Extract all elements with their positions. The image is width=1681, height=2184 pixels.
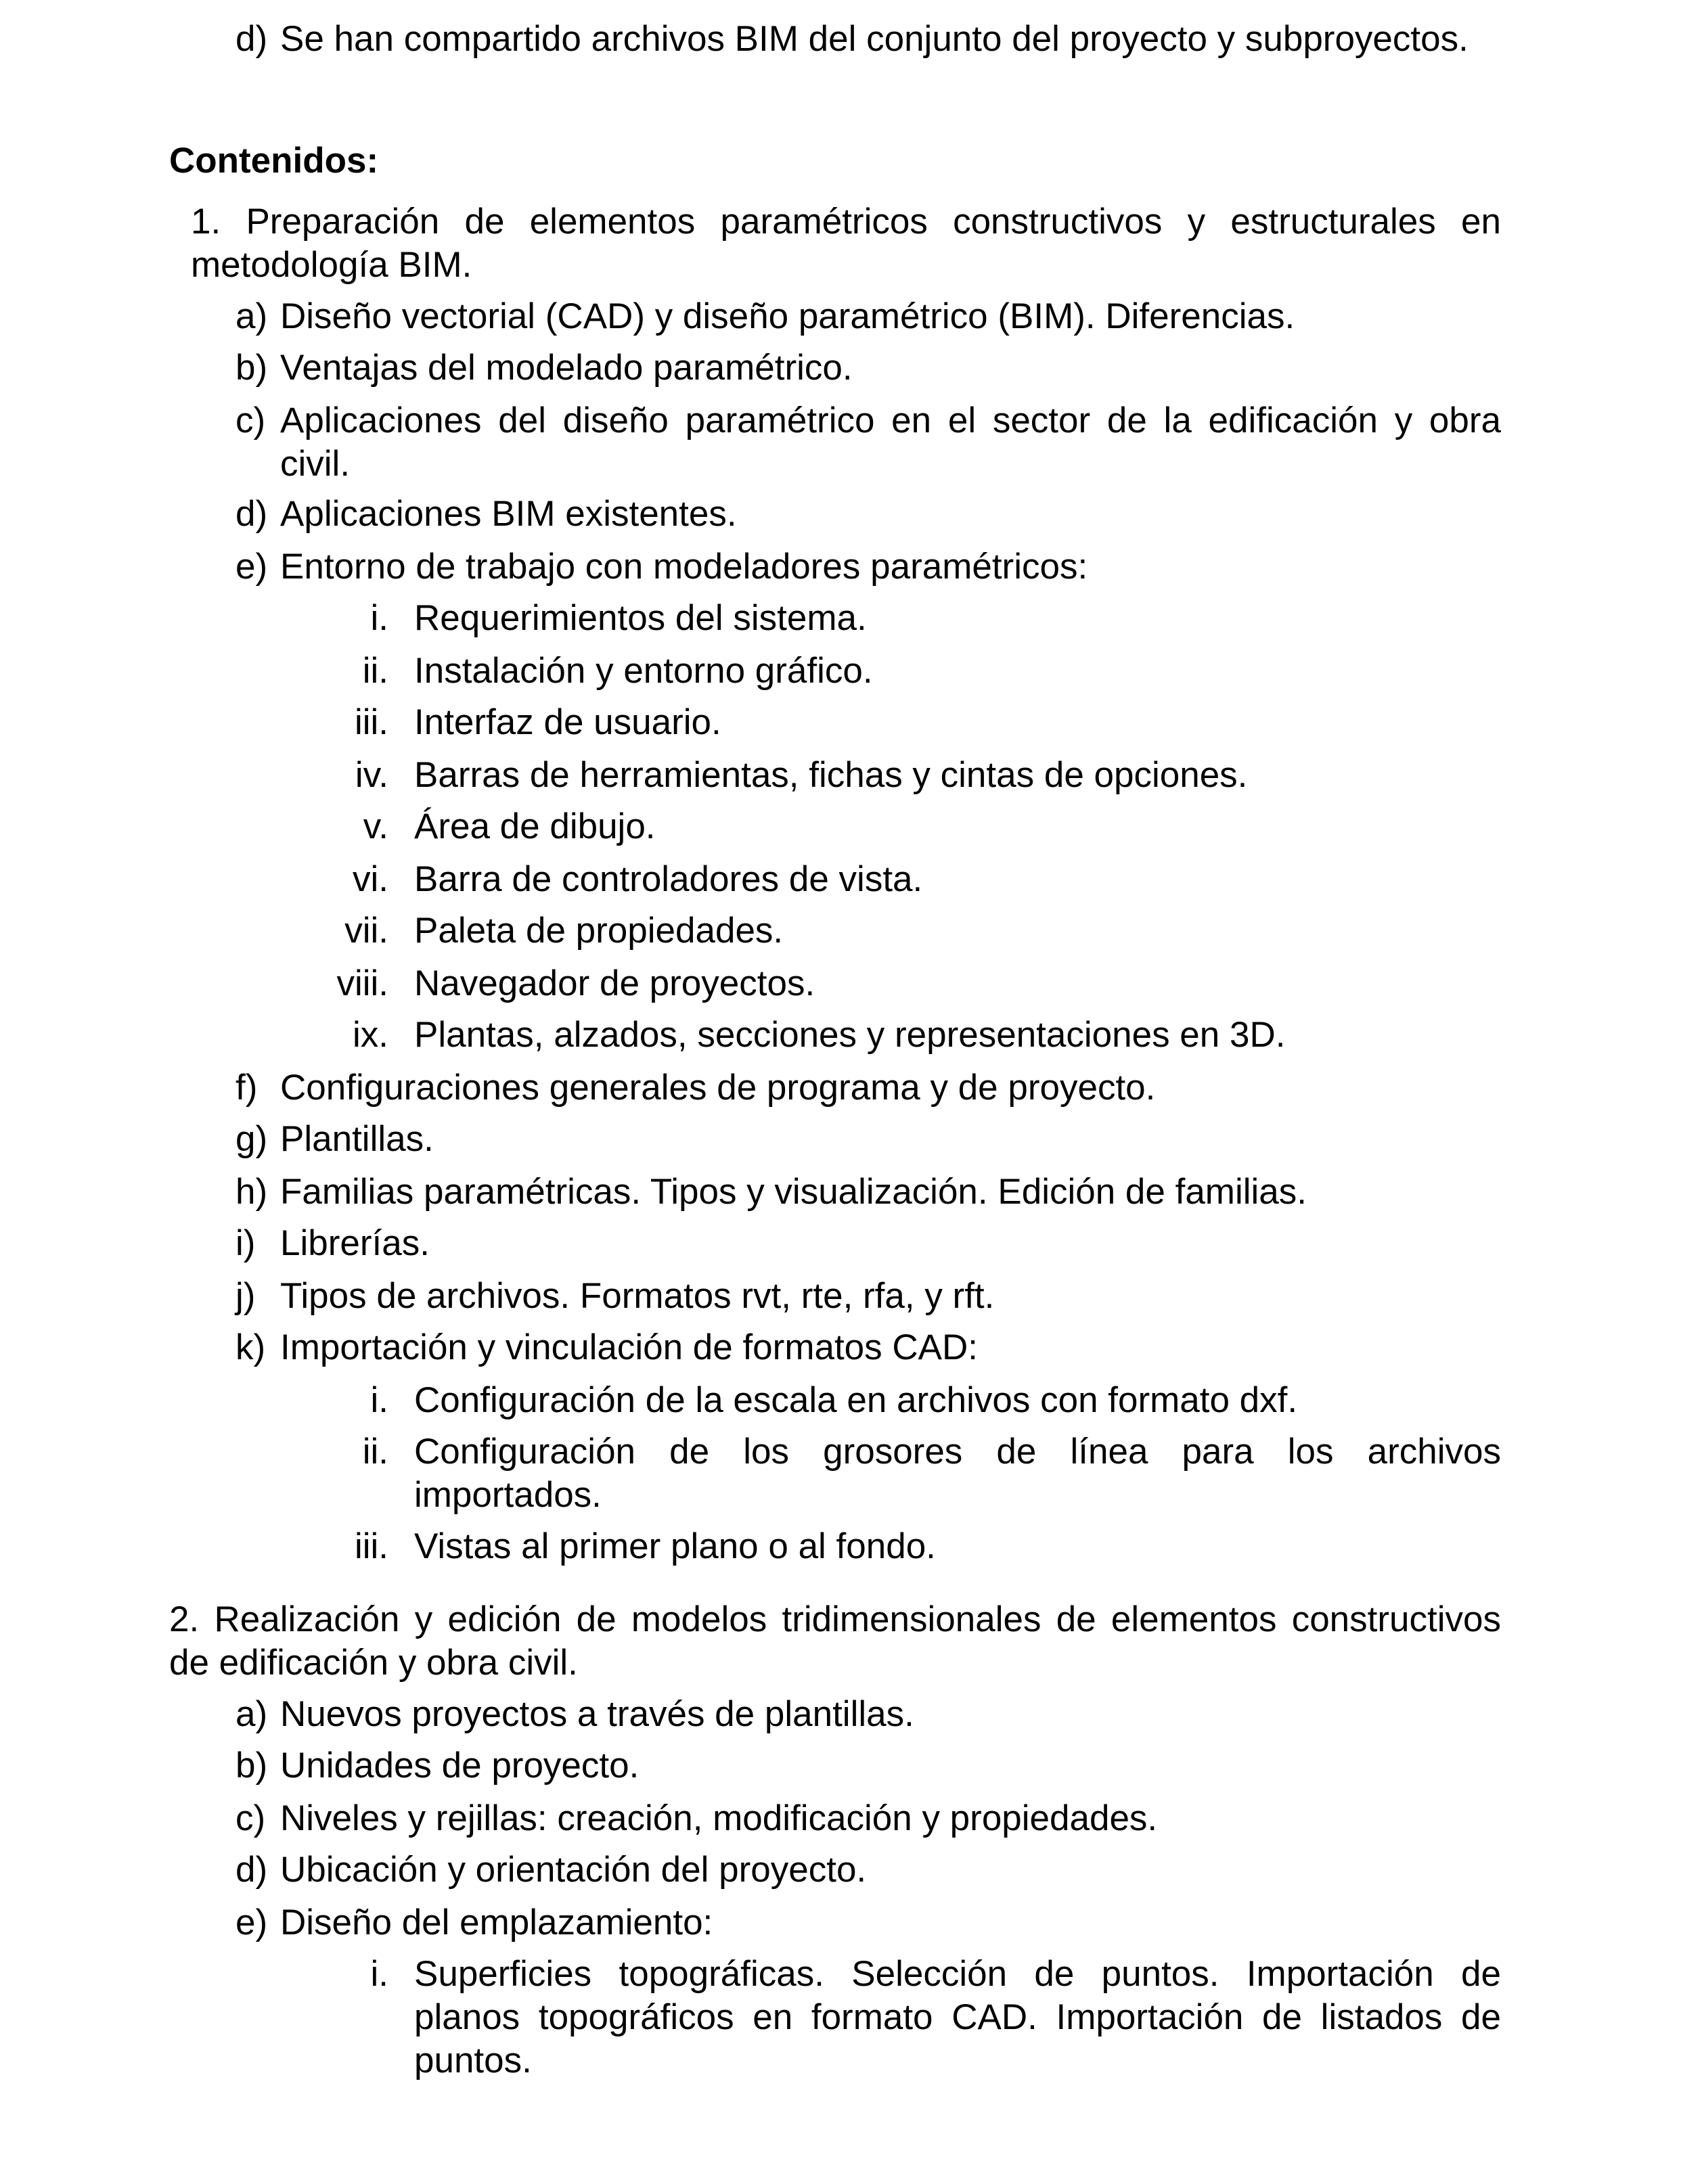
- list-text: Importación y vinculación de formatos CAD:: [280, 1327, 978, 1367]
- list-label: f): [236, 1068, 258, 1108]
- list-label: i.: [370, 598, 388, 638]
- list-label: ix.: [353, 1015, 388, 1055]
- list-label: c): [236, 1798, 266, 1838]
- list-text: Superficies topográficas. Selección de puntos. Importación de planos topográficos en formato CAD. Importación de listados de puntos.: [414, 1954, 1501, 2080]
- list-text: Navegador de proyectos.: [414, 963, 815, 1003]
- section-1-title: 1. Preparación de elementos paramétricos constructivos y estructurales en metodología BIM.: [191, 202, 1501, 285]
- list-text: Entorno de trabajo con modeladores paramétricos:: [280, 547, 1088, 587]
- list-label: i.: [370, 1380, 388, 1420]
- list-text: Aplicaciones del diseño paramétrico en el sector de la edificación y obra civil.: [280, 401, 1501, 484]
- list-label: vi.: [353, 859, 388, 899]
- list-label: vii.: [344, 911, 388, 951]
- list-label: ii.: [362, 651, 388, 691]
- list-label: iii.: [354, 1526, 388, 1566]
- list-text: Plantas, alzados, secciones y representaciones en 3D.: [414, 1015, 1286, 1055]
- list-text: Paleta de propiedades.: [414, 911, 784, 951]
- list-text: Familias paramétricas. Tipos y visualización. Edición de familias.: [280, 1172, 1307, 1212]
- list-text: Barras de herramientas, fichas y cintas de opciones.: [414, 755, 1248, 795]
- list-label: d): [236, 494, 268, 534]
- list-label: iv.: [355, 755, 388, 795]
- list-text: Configuraciones generales de programa y de proyecto.: [280, 1068, 1156, 1108]
- list-label: c): [236, 401, 266, 440]
- list-text: Librerías.: [280, 1223, 430, 1263]
- list-text: Diseño vectorial (CAD) y diseño paramétrico (BIM). Diferencias.: [280, 296, 1295, 336]
- list-label: e): [236, 547, 268, 587]
- list-text: Configuración de la escala en archivos con formato dxf.: [414, 1380, 1298, 1420]
- list-text: Configuración de los grosores de línea para los archivos importados.: [414, 1432, 1501, 1515]
- list-label: a): [236, 296, 268, 336]
- list-label: i): [236, 1223, 256, 1263]
- list-label: b): [236, 1746, 268, 1785]
- list-text: Plantillas.: [280, 1119, 434, 1159]
- section-2-title: 2. Realización y edición de modelos tridimensionales de elementos constructivos de edificación y obra civil.: [169, 1599, 1501, 1683]
- list-label: ii.: [362, 1432, 388, 1472]
- list-text: Nuevos proyectos a través de plantillas.: [280, 1694, 914, 1734]
- list-label: d): [236, 1850, 268, 1890]
- list-label: e): [236, 1903, 268, 1942]
- list-text: Interfaz de usuario.: [414, 702, 721, 742]
- list-label: k): [236, 1327, 266, 1367]
- list-label: a): [236, 1694, 268, 1734]
- list-label: iii.: [354, 702, 388, 742]
- list-text: Instalación y entorno gráfico.: [414, 651, 873, 691]
- list-label: b): [236, 348, 268, 388]
- list-text: Barra de controladores de vista.: [414, 859, 923, 899]
- list-label: i.: [370, 1954, 388, 1994]
- list-text: Tipos de archivos. Formatos rvt, rte, rfa, y rft.: [280, 1276, 995, 1316]
- list-label: g): [236, 1119, 268, 1159]
- list-text: Niveles y rejillas: creación, modificación y propiedades.: [280, 1798, 1158, 1838]
- list-text: Área de dibujo.: [414, 806, 656, 846]
- list-label: h): [236, 1172, 268, 1212]
- list-text: Se han compartido archivos BIM del conjunto del proyecto y subproyectos.: [280, 19, 1469, 59]
- list-text: Unidades de proyecto.: [280, 1746, 640, 1785]
- list-label: viii.: [336, 963, 388, 1003]
- list-text: Ventajas del modelado paramétrico.: [280, 348, 853, 388]
- list-text: Ubicación y orientación del proyecto.: [280, 1850, 867, 1890]
- list-label: d): [236, 19, 268, 59]
- list-label: j): [236, 1276, 256, 1316]
- list-text: Diseño del emplazamiento:: [280, 1903, 713, 1942]
- list-text: Vistas al primer plano o al fondo.: [414, 1526, 936, 1566]
- list-text: Requerimientos del sistema.: [414, 598, 867, 638]
- list-text: Aplicaciones BIM existentes.: [280, 494, 737, 534]
- section-heading: Contenidos:: [169, 141, 379, 181]
- list-label: v.: [363, 806, 388, 846]
